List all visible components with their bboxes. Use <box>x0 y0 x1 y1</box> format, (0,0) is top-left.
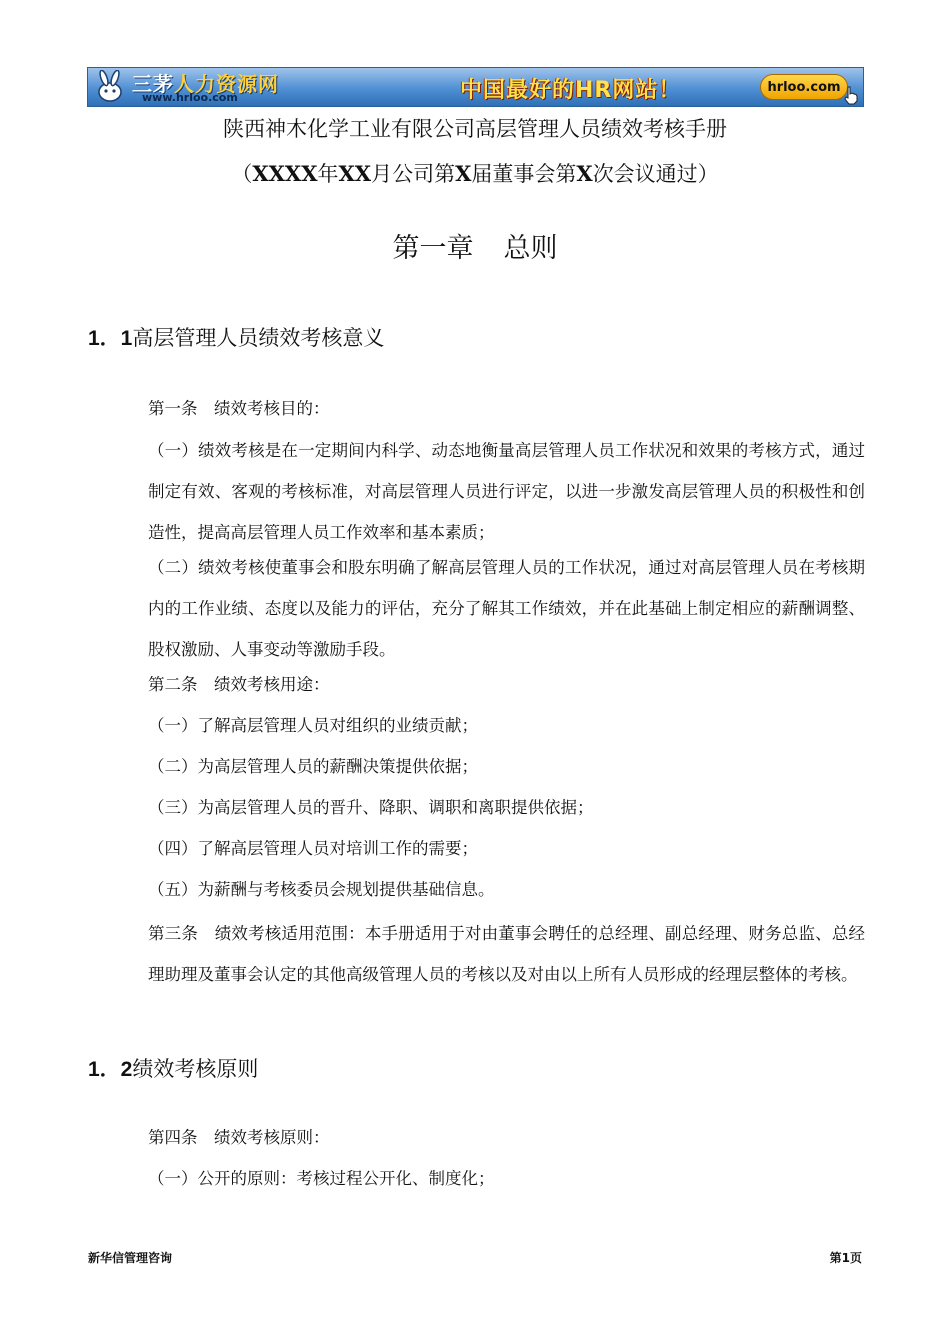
article-1-paragraph-2: （二）绩效考核使董事会和股东明确了解高层管理人员的工作状况，通过对高层管理人员在考核期内的工作业绩、态度以及能力的评估，充分了解其工作绩效，并在此基础上制定相应的薪酬调整、股权激励、人事变动等激励手段。 <box>148 558 865 659</box>
article-2-item: （二）为高层管理人员的薪酬决策提供依据； <box>148 757 478 776</box>
footer-company: 新华信管理咨询 <box>88 1251 173 1265</box>
document-title: 陕西神木化学工业有限公司高层管理人员绩效考核手册 <box>223 117 727 141</box>
article-2-item: （一）了解高层管理人员对组织的业绩贡献； <box>148 716 478 735</box>
article-1-heading: 第一条 绩效考核目的： <box>148 399 330 418</box>
article-2-item: （五）为薪酬与考核委员会规划提供基础信息。 <box>148 880 495 899</box>
article-2-item: （三）为高层管理人员的晋升、降职、调职和离职提供依据； <box>148 798 594 817</box>
article-4-item: （一）公开的原则：考核过程公开化、制度化； <box>148 1169 495 1188</box>
brand-name: 三茅人力资源网 <box>132 72 279 96</box>
section-heading-1-2: 1．2绩效考核原则 <box>88 1057 259 1081</box>
article-3-paragraph: 第三条 绩效考核适用范围：本手册适用于对由董事会聘任的总经理、副总经理、财务总监、总经理助理及董事会认定的其他高级管理人员的考核以及对由以上所有人员形成的经理层整体的考核。 <box>148 924 865 984</box>
rabbit-logo-icon <box>92 70 128 104</box>
article-2-heading: 第二条 绩效考核用途： <box>148 675 330 694</box>
hand-cursor-icon <box>842 85 860 105</box>
article-4-heading: 第四条 绩效考核原则： <box>148 1128 330 1147</box>
article-1-paragraph-1: （一）绩效考核是在一定期间内科学、动态地衡量高层管理人员工作状况和效果的考核方式，通过制定有效、客观的考核标准，对高层管理人员进行评定，以进一步激发高层管理人员的积极性和创造性，提高高层管理人员工作效率和基本素质； <box>148 441 865 542</box>
site-button[interactable]: hrloo.com <box>760 74 848 100</box>
banner-slogan: 中国最好的HR网站！ <box>460 78 682 103</box>
article-2-item: （四）了解高层管理人员对培训工作的需要； <box>148 839 478 858</box>
section-heading-1-1: 1．1高层管理人员绩效考核意义 <box>88 326 385 350</box>
hrloo-banner[interactable] <box>87 67 864 107</box>
footer-page-number: 第1页 <box>829 1251 862 1265</box>
document-subtitle: （XXXX年XX月公司第X届董事会第X次会议通过） <box>231 161 719 186</box>
brand-url: www.hrloo.com <box>142 91 238 104</box>
chapter-heading: 第一章 总则 <box>392 233 558 264</box>
